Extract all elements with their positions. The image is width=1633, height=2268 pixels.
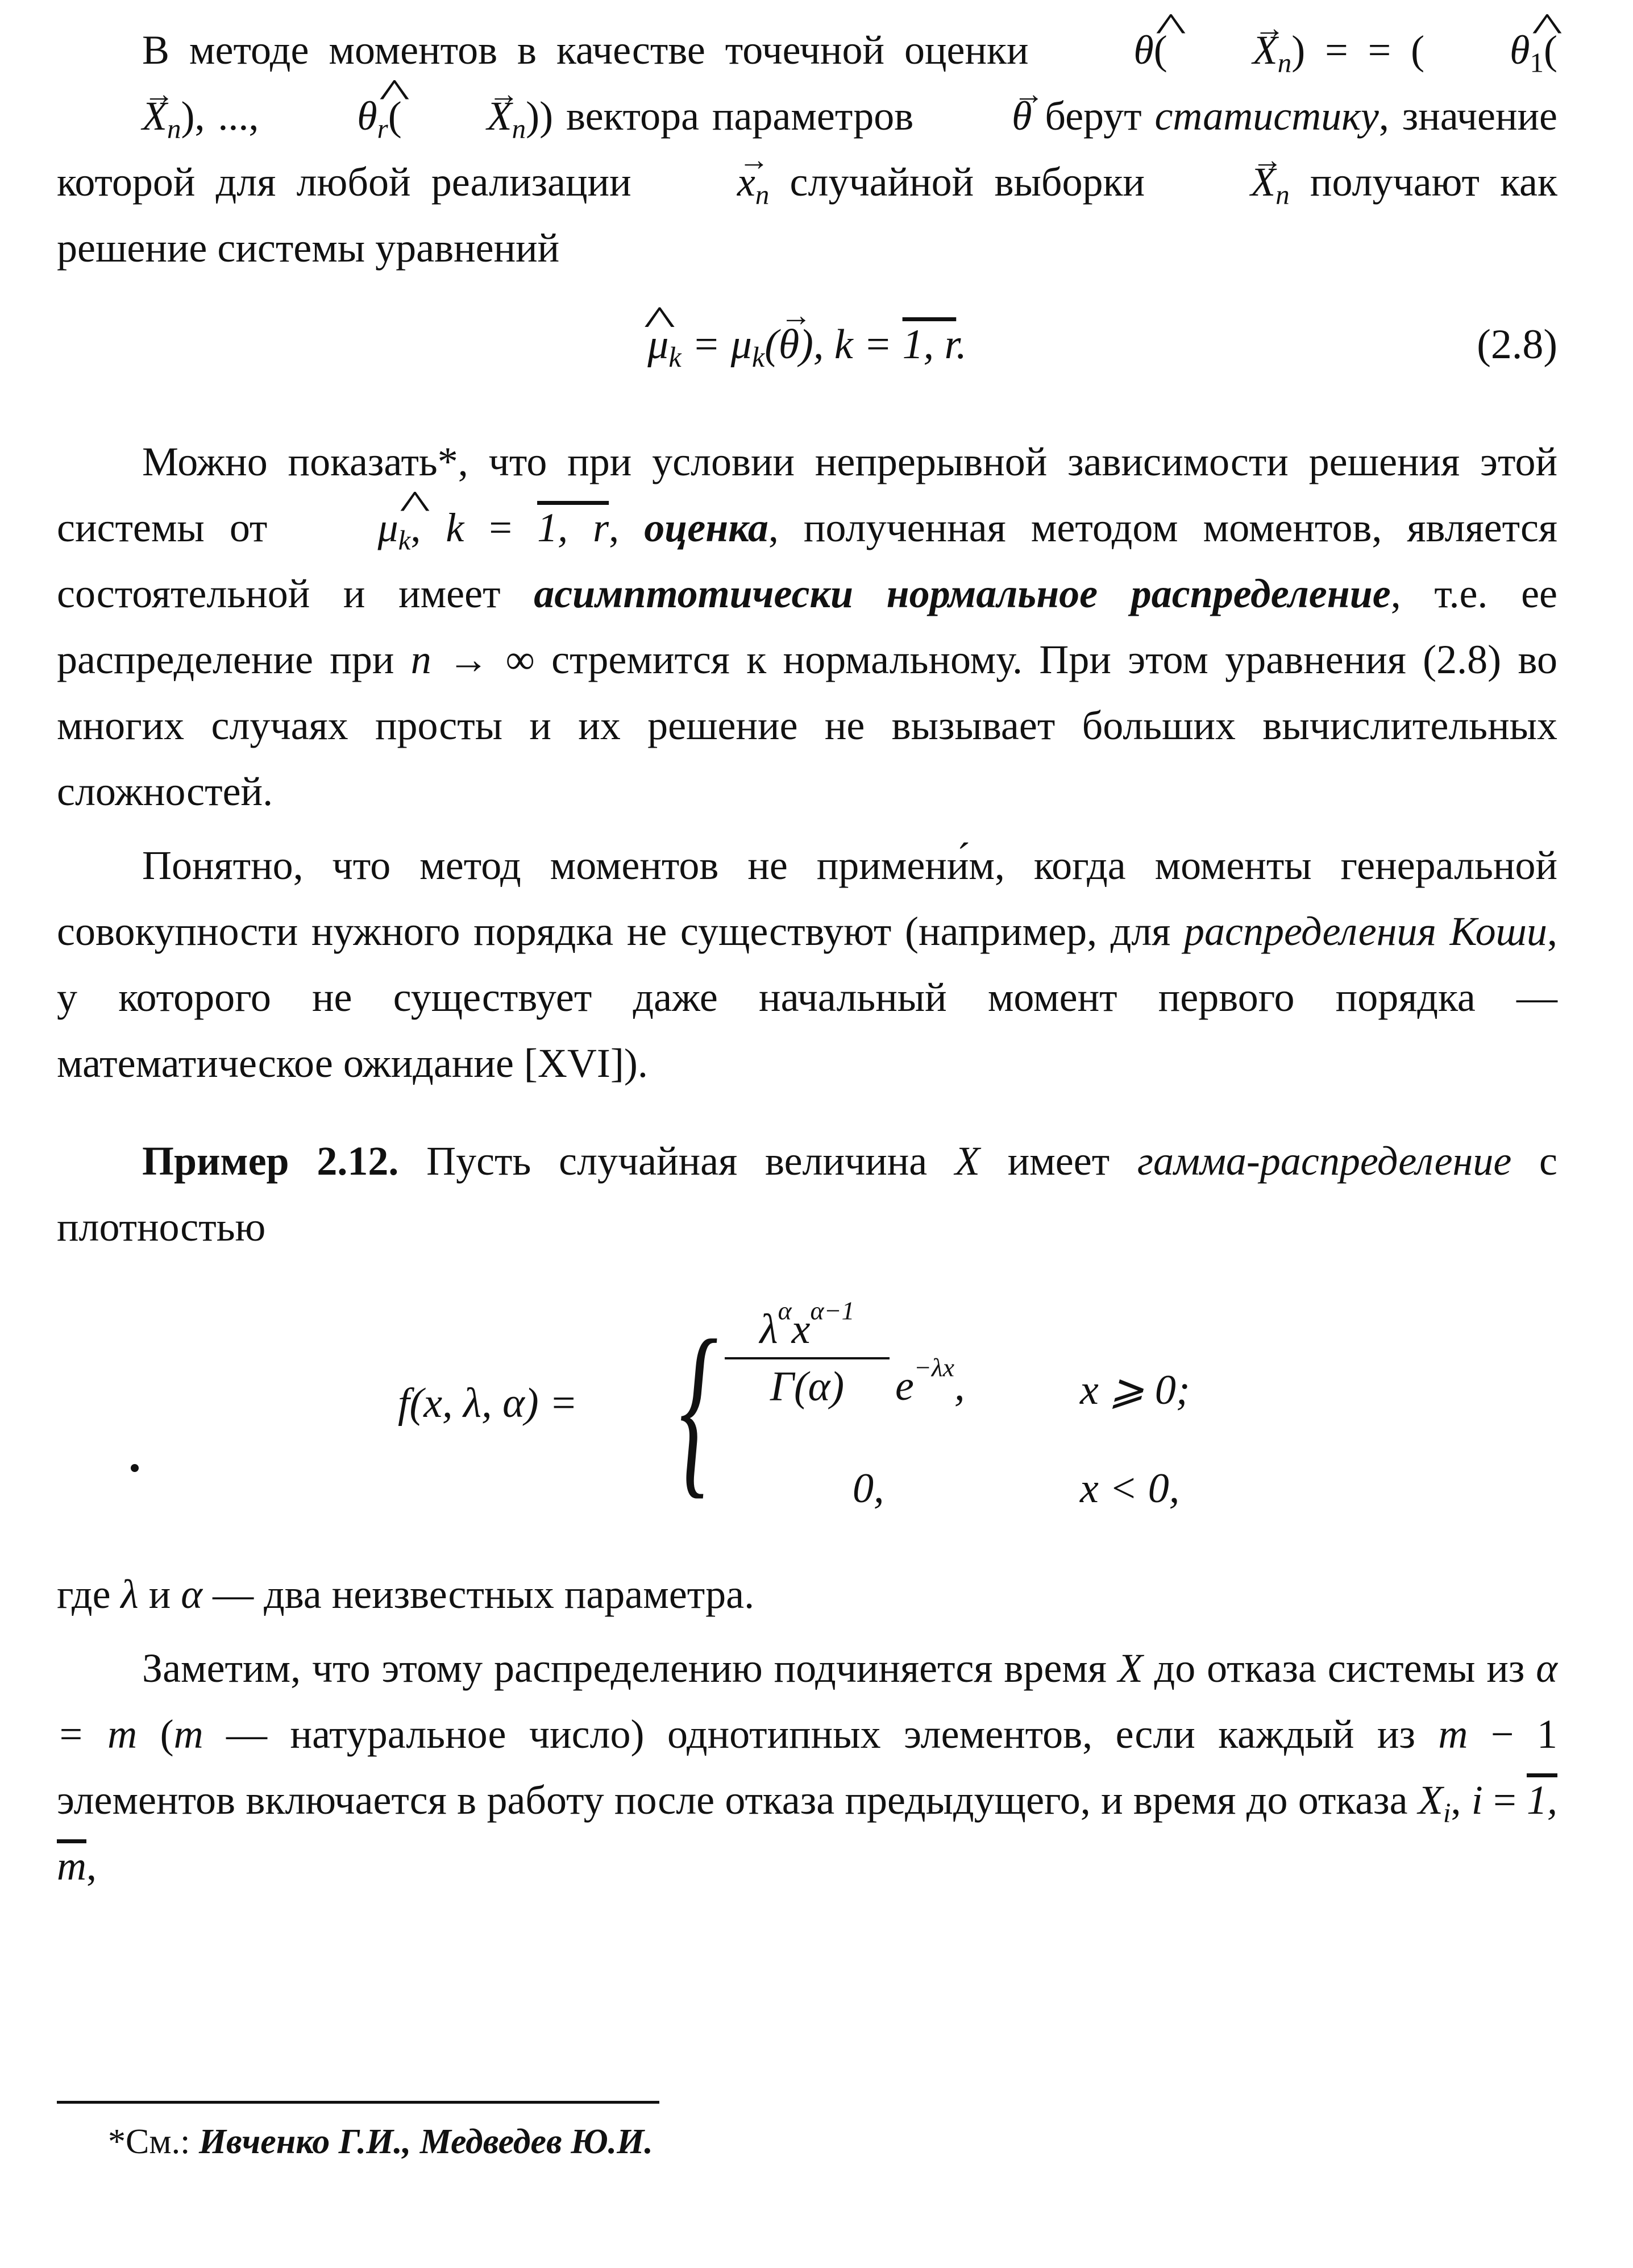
text: имеет — [979, 1138, 1137, 1184]
gamma-density-formula — [57, 1283, 1557, 1544]
sample-vector: → X — [402, 83, 512, 149]
text: λ — [759, 1306, 778, 1353]
math-X: X — [1418, 1777, 1443, 1823]
zero-branch: 0, — [853, 1465, 884, 1512]
math-alpha: α — [181, 1572, 203, 1617]
page-body — [57, 17, 1557, 1899]
left-brace: { — [679, 1300, 718, 1515]
equation-number: (2.8) — [1477, 321, 1557, 368]
text: с плотностью — [57, 1138, 1557, 1250]
subscript: n — [755, 179, 770, 210]
text: , — [86, 1843, 97, 1889]
text: , — [609, 505, 645, 550]
math-alpha-eq-m: α = m — [57, 1645, 1558, 1757]
text: Можно показать*, что при условии непрерывной зависимости решения этой системы от — [57, 439, 1557, 550]
sample-vector: → X — [1167, 17, 1278, 83]
theta-vector: → θ — [926, 83, 1032, 149]
range-overline: 1, m — [57, 1777, 1557, 1889]
text: = — [464, 505, 538, 550]
text: Понятно, что метод моментов не примени́м, когда моменты генеральной совокупности нужного порядка не существуют (например, для — [57, 843, 1557, 954]
text: ( — [764, 321, 779, 368]
text: )) вектора параметров — [526, 93, 927, 139]
math-X: X — [1117, 1645, 1143, 1691]
denominator: Γ(α) — [770, 1363, 845, 1410]
text: x — [791, 1306, 811, 1353]
paragraph-example-2-12 — [57, 1128, 1557, 1260]
theta-hat-r: ^ θ — [272, 83, 377, 149]
range-overline: 1, r — [902, 321, 957, 368]
text: = — [1482, 1777, 1527, 1823]
formula-lhs: f(x, λ, α) = — [398, 1380, 578, 1427]
text: случайной выборки — [769, 159, 1166, 205]
term-statistic: статистику — [1154, 93, 1379, 139]
text: . — [956, 321, 967, 368]
theta-hat-1: ^ θ — [1424, 17, 1530, 83]
subscript: n — [1275, 179, 1290, 210]
subscript: n — [167, 113, 181, 144]
math-X: X — [954, 1138, 980, 1184]
equation-body — [57, 321, 1557, 374]
term-estimate: оценка — [644, 505, 768, 550]
text: , — [410, 505, 446, 550]
text: ), k = — [799, 321, 903, 368]
term-cauchy: распределения Коши — [1184, 909, 1547, 954]
footnote-marker: *См.: — [108, 2122, 199, 2161]
text: ( — [1153, 27, 1167, 73]
subscript: i — [1443, 1797, 1451, 1829]
range-overline: 1, r — [537, 505, 609, 550]
stray-dot — [131, 1464, 139, 1472]
text: → ∞ стремится к нормальному. При этом уравнения (2.8) во многих случаях просты и их решение не вызывает больших вычислительных сложностей. — [57, 637, 1557, 814]
superscript: α−1 — [810, 1296, 855, 1325]
text: , — [1451, 1777, 1472, 1823]
condition-negative: x < 0, — [1080, 1465, 1180, 1512]
footnote-rule — [57, 2101, 659, 2104]
text: e — [895, 1363, 914, 1409]
subscript: k — [668, 341, 682, 374]
term-gamma: гамма-распределение — [1137, 1138, 1512, 1184]
numerator — [725, 1296, 890, 1359]
subscript: k — [398, 524, 411, 556]
paragraph-failure-time — [57, 1635, 1557, 1899]
subscript: r — [377, 113, 388, 144]
paragraph-parameters — [57, 1561, 1557, 1627]
text: ( — [1544, 27, 1557, 73]
sample-vector: → X — [57, 83, 167, 149]
text: ) = = ( — [1291, 27, 1425, 73]
text: где — [57, 1572, 121, 1617]
subscript: 1 — [1530, 47, 1544, 78]
subscript: n — [512, 113, 526, 144]
exponential — [895, 1353, 965, 1411]
math-m: m — [1438, 1711, 1468, 1757]
text: — два неизвестных параметра. — [202, 1572, 755, 1617]
text: , т.е. ее распределение при — [57, 571, 1557, 682]
text: Заметим, что этому распределению подчиняется время — [142, 1645, 1118, 1691]
text: , значение которой для любой реализации — [57, 93, 1558, 205]
superscript: α — [778, 1296, 792, 1325]
text: до отказа системы из — [1142, 1645, 1536, 1691]
text: получают как решение системы уравнений — [57, 159, 1557, 271]
text: — натуральное число) однотипных элементов, если каждый из — [203, 1711, 1439, 1757]
text: = μ — [681, 321, 752, 368]
math-k: k — [446, 505, 464, 550]
text: ( — [388, 93, 402, 139]
math-m: m — [173, 1711, 203, 1757]
superscript: −λx — [913, 1353, 955, 1382]
footnote-authors: Ивченко Г.И., Медведев Ю.И. — [198, 2122, 653, 2161]
example-heading: Пример 2.12. — [142, 1138, 399, 1184]
paragraph-consistency — [57, 429, 1557, 824]
text: , — [954, 1363, 965, 1409]
term-asymptotic-normal: асимптотически нормальное распределение — [534, 571, 1391, 616]
subscript: n — [1277, 47, 1292, 78]
math-n: n — [410, 637, 431, 682]
mu-hat: ^ μ — [647, 321, 668, 369]
footnote — [108, 2122, 653, 2162]
paragraph-method-of-moments — [57, 17, 1557, 281]
condition-positive: x ⩾ 0; — [1080, 1367, 1190, 1413]
equation-2-8 — [57, 309, 1557, 395]
subscript: k — [751, 341, 765, 374]
mu-hat: ^ μ — [292, 495, 398, 561]
sample-vector: → X — [1165, 149, 1275, 215]
text: ), ..., — [181, 93, 272, 139]
realization-vector: → x — [652, 149, 755, 215]
text: , полученная методом моментов, является состоятельной и имеет — [57, 505, 1558, 616]
text: В методе моментов в качестве точечной оценки — [142, 27, 1049, 73]
text: ( — [137, 1711, 174, 1757]
theta-vector: → θ — [779, 321, 799, 369]
text: Пусть случайная величина — [398, 1138, 955, 1184]
text: берут — [1032, 93, 1155, 139]
math-lambda: λ — [120, 1572, 139, 1617]
text: и — [138, 1572, 181, 1617]
paragraph-cauchy — [57, 832, 1557, 1096]
math-i: i — [1471, 1777, 1483, 1823]
text: − 1 элементов включается в работу после отказа предыдущего, и время до отказа — [57, 1711, 1557, 1823]
text: , у которого не существует даже начальный момент первого порядка — математическое ожидание [XVI]). — [57, 909, 1557, 1086]
theta-hat: ^ θ — [1048, 17, 1153, 83]
fraction — [725, 1296, 890, 1411]
